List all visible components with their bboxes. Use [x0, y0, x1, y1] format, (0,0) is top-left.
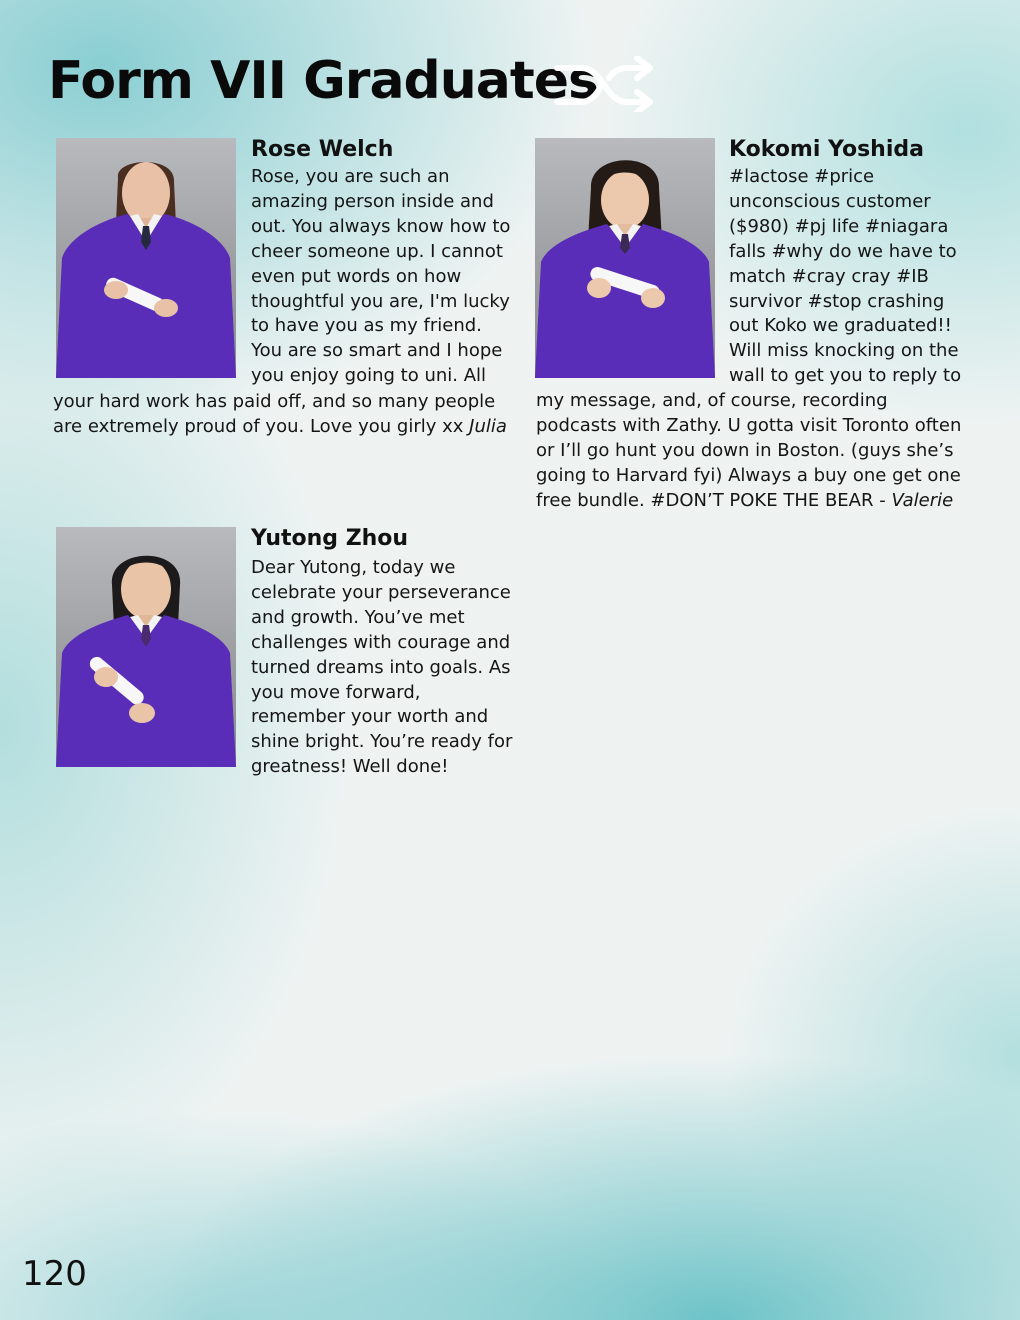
entry-name-kokomi-yoshida: Kokomi Yoshida	[729, 137, 924, 162]
graduate-photo-yutong-zhou	[56, 527, 236, 767]
entry-text-kokomi-yoshida-continued: my message, and, of course, recording podcasts with Zathy. U gotta visit Toronto often or I’ll go hunt you down in Boston. (guys she’s going to Harvard fyi) Always a buy one get one free bundle. #DON’T POKE THE BEAR - Valerie	[536, 390, 962, 511]
entry-text-kokomi-yoshida: #lactose #price unconscious customer ($980) #pj life #niagara falls #why do we have to match #cray cray #IB survivor #stop crashing out Koko we graduated!! Will miss knocking on the wall to get you to reply to	[729, 166, 962, 387]
entry-name-rose-welch: Rose Welch	[251, 137, 394, 162]
page-number: 120	[22, 1254, 87, 1294]
signature-valerie: Valerie	[891, 489, 954, 511]
entry-name-yutong-zhou: Yutong Zhou	[251, 526, 409, 551]
signature-julia: Julia	[469, 415, 507, 437]
graduate-photo-rose-welch	[56, 138, 236, 378]
entry-text-rose-welch: Rose, you are such an amazing person inside and out. You always know how to cheer someone up. I cannot even put words on how thoughtful you are, I'm lucky to have you as my friend. You are so smart and I hope you enjoy going to uni. All	[251, 166, 511, 387]
graduate-photo-kokomi-yoshida	[535, 138, 715, 378]
entry-text-yutong-zhou: Dear Yutong, today we celebrate your perseverance and growth. You’ve met challenges with courage and turned dreams into goals. As you move forward, remember your worth and shine bright. You’re ready for greatness! Well done!	[251, 557, 513, 778]
entry-text-rose-welch-continued: your hard work has paid off, and so many people are extremely proud of you. Love you girly xx Julia	[53, 391, 507, 437]
shuffle-icon	[553, 56, 655, 112]
page-title: Form VII Graduates	[48, 51, 598, 111]
